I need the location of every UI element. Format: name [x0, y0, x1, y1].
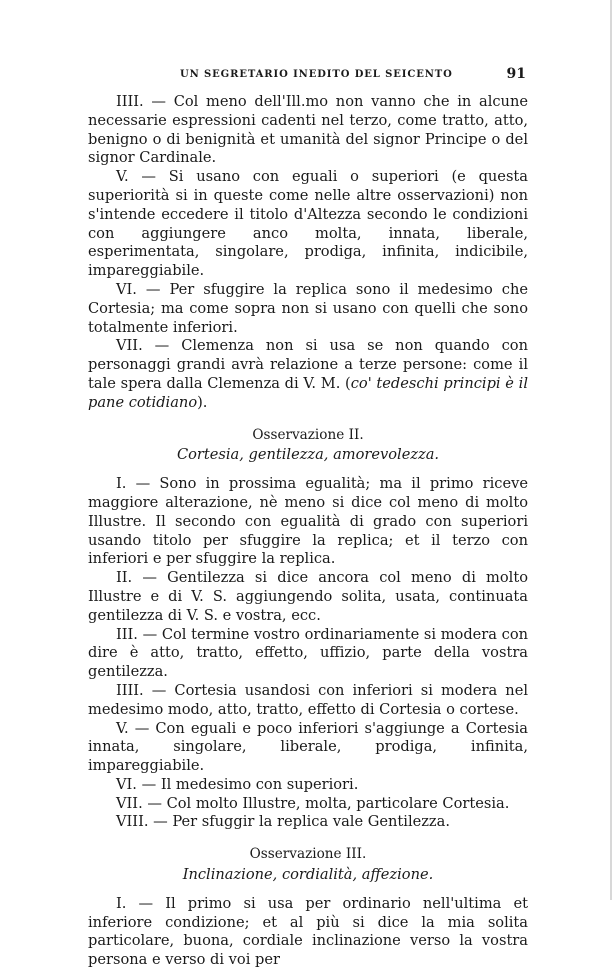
obs2-paragraph-vi: VI. — Il medesimo con superiori.	[116, 775, 359, 793]
obs2-paragraph-iii: III. — Col termine vostro ordinariamente si modera con dire è atto, tratto, effetto, uffizio, parte della vostra gentilezza.	[88, 625, 528, 681]
section-title-observation-3: Osservazione III.	[249, 846, 367, 863]
running-head: UN SEGRETARIO INEDITO DEL SEICENTO	[180, 69, 453, 80]
page-body	[88, 93, 528, 970]
paragraph-vii-text: VII. — Clemenza non si usa se non quando con personaggi grandi avrà relazione a terze persone: come il tale spera dalla Clemenza di V. M. (	[88, 337, 528, 392]
obs2-paragraph-viii: VIII. — Per sfuggir la replica vale Gentilezza.	[116, 813, 450, 831]
section-subtitle-observation-3: Inclinazione, cordialità, affezione.	[182, 866, 434, 884]
paragraph-v: V. — Si usano con eguali o superiori (e questa superiorità si in queste come nelle altre osservazioni) non s'intende eccedere il titolo d'Altezza secondo le condizioni con aggiungere anco molta, innata, liberale, esperimentata, singolare, prodiga, infinita, indicibile, impareggiabile.	[88, 168, 528, 280]
page-header	[88, 66, 526, 86]
section-title-observation-2: Osservazione II.	[252, 426, 364, 443]
page-number: 91	[506, 66, 526, 82]
obs2-paragraph-vii: VII. — Col molto Illustre, molta, particolare Cortesia.	[116, 794, 510, 812]
obs3-paragraph-i: I. — Il primo si usa per ordinario nell'ultima et inferiore condizione; et al più si dice la mia solita particolare, buona, cordiale inclinazione verso la vostra persona e verso di voi per	[88, 894, 528, 969]
paragraph-vii-quote: co' tedeschi principi è il pane cotidiano	[88, 374, 528, 411]
obs2-paragraph-ii: II. — Gentilezza si dice ancora col meno di molto Illustre e di V. S. aggiungendo solita, usata, continuata gentilezza di V. S. e vostra, ecc.	[88, 569, 528, 624]
obs2-paragraph-iiii: IIII. — Cortesia usandosi con inferiori si modera nel medesimo modo, atto, tratto, effetto di Cortesia o cortese.	[88, 681, 528, 718]
paragraph-vi: VI. — Per sfuggire la replica sono il medesimo che Cortesia; ma come sopra non si usano con quelli che sono totalmente inferiori.	[88, 280, 528, 336]
paragraph-vii	[88, 337, 528, 412]
obs2-paragraph-i: I. — Sono in prossima egualità; ma il primo riceve maggiore alterazione, nè meno si dice col meno di molto Illustre. Il secondo con egualità di grado con superiori usando titolo per sfuggire la replica; et il terzo con inferiori e per sfuggire la replica.	[88, 475, 528, 568]
paragraph-vii-tail: ).	[197, 393, 208, 411]
obs2-paragraph-v: V. — Con eguali e poco inferiori s'aggiunge a Cortesia innata, singolare, liberale, prodiga, infinita, impareggiabile.	[88, 719, 528, 775]
section-subtitle-observation-2: Cortesia, gentilezza, amorevolezza.	[176, 446, 440, 464]
paragraph-iiii: IIII. — Col meno dell'Ill.mo non vanno che in alcune necessarie espressioni cadenti nel terzo, come tratto, atto, benigno o di benignità et umanità del signor Principe o del signor Cardinale.	[88, 93, 528, 167]
